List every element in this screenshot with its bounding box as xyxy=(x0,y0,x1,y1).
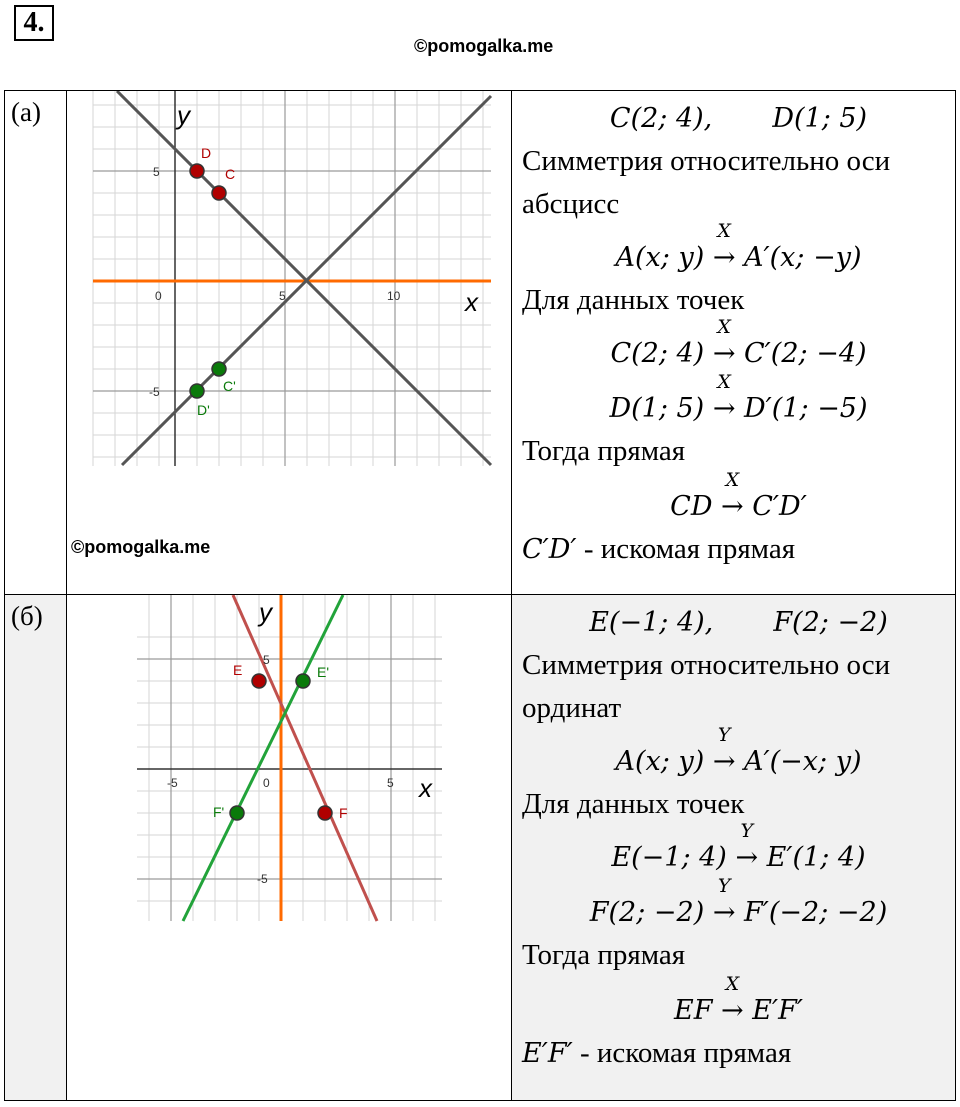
point-e1 xyxy=(296,674,310,688)
tick-y-neg5: -5 xyxy=(149,385,160,399)
label-point-c: C xyxy=(225,166,236,182)
text-a xyxy=(512,91,956,595)
map-d-a: D(1; 5) → X D′(1; −5) xyxy=(609,371,868,424)
map-e-b: E(−1; 4) → Y E′(1; 4) xyxy=(611,820,866,873)
symmetry-line2-b: ординат xyxy=(522,692,622,724)
symmetry-line2-a: абсцисс xyxy=(522,188,620,220)
for-points-b: Для данных точек xyxy=(522,788,745,820)
x-axis-label: x xyxy=(419,773,432,803)
graph-a xyxy=(67,91,511,594)
map-line-b: EF → X E′F′ xyxy=(674,973,803,1026)
line-cd xyxy=(117,91,491,465)
point-c1 xyxy=(212,362,226,376)
answer-a: C′D′ - искомая прямая xyxy=(522,533,796,565)
then-line-b: Тогда прямая xyxy=(522,939,686,971)
point-f1 xyxy=(230,806,244,820)
tick-x-0: 0 xyxy=(263,776,270,790)
then-line-a: Тогда прямая xyxy=(522,435,686,467)
rule-a: A(x; y) → X A′(x; −y) xyxy=(522,226,955,279)
tick-y-5: 5 xyxy=(263,653,270,667)
point-c xyxy=(212,186,226,200)
label-a: (а) xyxy=(5,91,67,595)
point-d1 xyxy=(190,384,204,398)
y-axis-label: y xyxy=(177,100,190,130)
label-point-e: E xyxy=(233,662,243,678)
watermark-graph: ©pomogalka.me xyxy=(71,537,211,557)
tick-y-5: 5 xyxy=(153,165,160,179)
given-points-a: C(2; 4), D(1; 5) xyxy=(609,103,868,134)
watermark: ©pomogalka.me xyxy=(414,36,554,56)
symmetry-line1-b: Симметрия относительно оси xyxy=(522,649,891,681)
graph-b-cell xyxy=(67,595,512,1101)
tick-x-neg5: -5 xyxy=(167,776,178,790)
graph-b xyxy=(67,595,511,1100)
x-axis-label: x xyxy=(465,287,478,317)
map-f-b: F(2; −2) → Y F′(−2; −2) xyxy=(589,875,888,928)
graph-a-cell xyxy=(67,91,512,595)
y-axis-label: y xyxy=(259,597,272,627)
symmetry-line1-a: Симметрия относительно оси xyxy=(522,145,891,177)
label-point-d1: D' xyxy=(197,402,210,418)
map-c-a: C(2; 4) → X C′(2; −4) xyxy=(610,316,867,369)
for-points-a: Для данных точек xyxy=(522,284,745,316)
answer-b: E′F′ - искомая прямая xyxy=(522,1037,792,1069)
point-e xyxy=(252,674,266,688)
label-b: (б) xyxy=(5,595,67,1101)
tick-x-10: 10 xyxy=(387,289,401,303)
given-points-b: E(−1; 4), F(2; −2) xyxy=(589,607,888,638)
point-f xyxy=(318,806,332,820)
tick-x-5: 5 xyxy=(387,776,394,790)
label-point-d: D xyxy=(201,145,212,161)
arrow-label: X xyxy=(717,220,731,242)
text-b xyxy=(512,595,956,1101)
point-d xyxy=(190,164,204,178)
tick-x-0: 0 xyxy=(155,289,162,303)
label-point-f: F xyxy=(339,805,348,821)
tick-y-neg5: -5 xyxy=(257,872,268,886)
tick-x-5: 5 xyxy=(279,289,286,303)
label-point-f1: F' xyxy=(213,804,225,820)
solution-table xyxy=(4,90,956,1101)
label-point-e1: E' xyxy=(317,664,330,680)
label-point-c1: C' xyxy=(223,378,236,394)
map-line-a: CD → X C′D′ xyxy=(670,469,807,522)
exercise-number: 4. xyxy=(14,5,54,41)
rule-b: A(x; y) → Y A′(−x; y) xyxy=(615,724,862,777)
